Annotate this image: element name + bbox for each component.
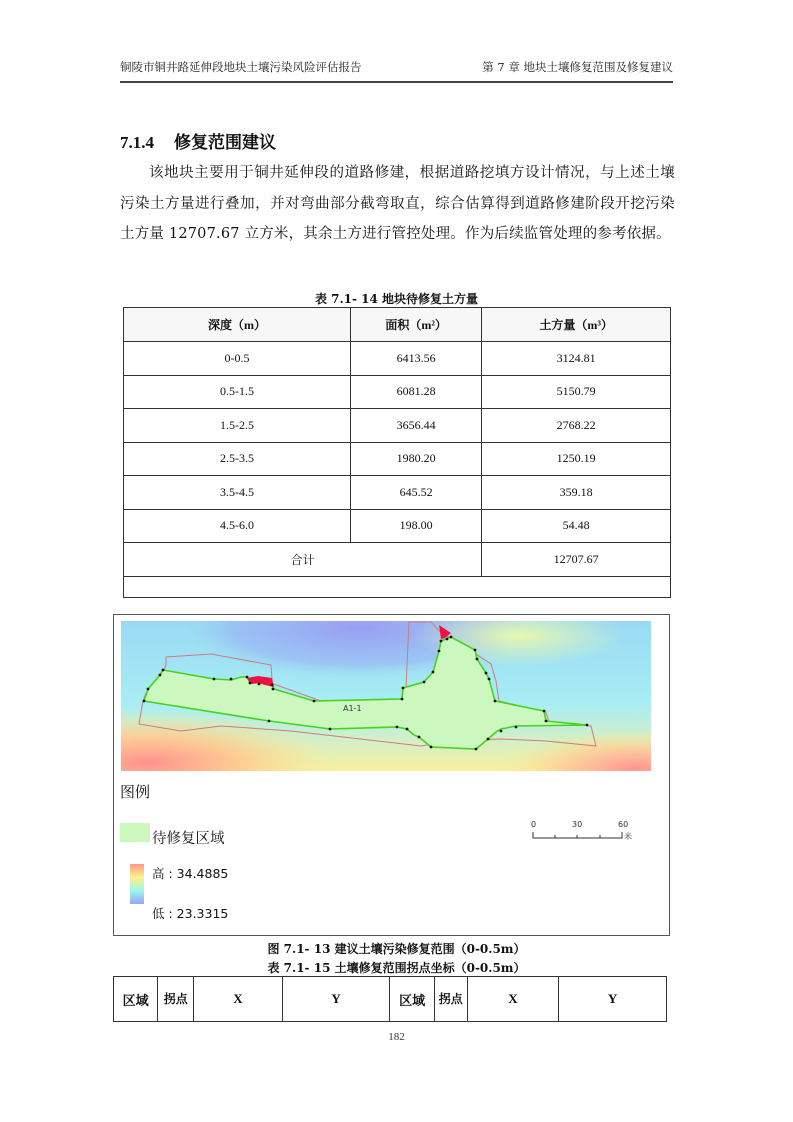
page-number: 182 xyxy=(388,1031,405,1043)
cell-volume: 2768.22 xyxy=(482,409,671,443)
area-label: A1-1 xyxy=(343,704,362,713)
cell-volume: 5150.79 xyxy=(482,375,671,409)
cell-depth: 2.5-3.5 xyxy=(124,442,351,476)
table-row xyxy=(124,476,671,510)
cell-depth: 1.5-2.5 xyxy=(124,409,351,443)
scale-label-30: 30 xyxy=(572,820,583,829)
legend-color-ramp xyxy=(130,864,144,904)
legend-ramp-high: 高 : 34.4885 xyxy=(152,866,229,881)
table-row xyxy=(124,409,671,443)
table14-caption: 表 7.1- 14 地块待修复土方量 xyxy=(314,292,479,306)
table-header-row xyxy=(124,308,671,342)
legend-ramp-low: 低 : 23.3315 xyxy=(152,906,229,921)
earthwork-volume-table xyxy=(123,307,671,598)
column-header-y: Y xyxy=(282,977,390,1022)
legend-title: 图例 xyxy=(120,783,151,801)
cell-area: 198.00 xyxy=(351,509,482,543)
table15-caption: 表 7.1- 15 土壤修复范围拐点坐标（0-0.5m） xyxy=(267,961,526,975)
table-header-row xyxy=(114,977,667,1022)
column-header-point: 拐点 xyxy=(158,977,194,1022)
legend-swatch-label: 待修复区域 xyxy=(152,831,225,847)
section-number: 7.1.4 xyxy=(120,133,154,152)
column-header-volume: 土方量（m³） xyxy=(482,308,671,342)
table-row xyxy=(124,375,671,409)
column-header-depth: 深度（m） xyxy=(124,308,351,342)
table-row xyxy=(124,509,671,543)
map-svg xyxy=(121,621,651,771)
header-divider xyxy=(120,81,673,83)
scale-label-0: 0 xyxy=(531,820,537,829)
scale-label-60: 60 xyxy=(618,820,629,829)
cell-volume: 1250.19 xyxy=(482,442,671,476)
total-label: 合计 xyxy=(124,543,482,577)
cell-area: 6413.56 xyxy=(351,342,482,376)
cell-volume: 359.18 xyxy=(482,476,671,510)
column-header-x: X xyxy=(194,977,282,1022)
column-header-area: 面积（m²） xyxy=(351,308,482,342)
total-value: 12707.67 xyxy=(482,543,671,577)
cell-depth: 3.5-4.5 xyxy=(124,476,351,510)
column-header-x-2: X xyxy=(467,977,558,1022)
table-empty-row xyxy=(124,576,671,597)
cell-area: 645.52 xyxy=(351,476,482,510)
scale-unit: 米 xyxy=(624,832,632,841)
section-heading xyxy=(120,128,276,153)
remediation-map xyxy=(121,621,651,771)
body-paragraph: 该地块主要用于铜井延伸段的道路修建，根据道路挖填方设计情况，与上述土壤污染土方量进行叠加，并对弯曲部分截弯取直，综合估算得到道路修建阶段开挖污染土方量 12707.67 立方米，其余土方进行管控处理。作为后续监管处理的参考依据。 xyxy=(120,165,675,242)
page-header xyxy=(120,55,673,77)
cell-depth: 0.5-1.5 xyxy=(124,375,351,409)
cell-volume: 54.48 xyxy=(482,509,671,543)
column-header-region: 区域 xyxy=(114,977,158,1022)
cell-area: 3656.44 xyxy=(351,409,482,443)
header-chapter-title: 第 7 章 地块土壤修复范围及修复建议 xyxy=(482,60,673,74)
cell-depth: 0-0.5 xyxy=(124,342,351,376)
legend-swatch-remediation xyxy=(120,823,150,842)
cell-depth: 4.5-6.0 xyxy=(124,509,351,543)
table-row xyxy=(124,442,671,476)
remediation-map-figure xyxy=(113,614,670,936)
section-title-text: 修复范围建议 xyxy=(174,133,276,153)
table-total-row xyxy=(124,543,671,577)
header-report-title: 铜陵市铜井路延伸段地块土壤污染风险评估报告 xyxy=(120,60,362,74)
table-row xyxy=(124,342,671,376)
scale-bar xyxy=(514,819,634,851)
cell-area: 6081.28 xyxy=(351,375,482,409)
figure-caption: 图 7.1- 13 建议土壤污染修复范围（0-0.5m） xyxy=(267,942,526,956)
column-header-point-2: 拐点 xyxy=(434,977,467,1022)
scale-ticks xyxy=(533,832,622,838)
cell-area: 1980.20 xyxy=(351,442,482,476)
column-header-y-2: Y xyxy=(559,977,667,1022)
inflection-coordinates-table xyxy=(113,976,667,1022)
column-header-region-2: 区域 xyxy=(390,977,434,1022)
cell-volume: 3124.81 xyxy=(482,342,671,376)
